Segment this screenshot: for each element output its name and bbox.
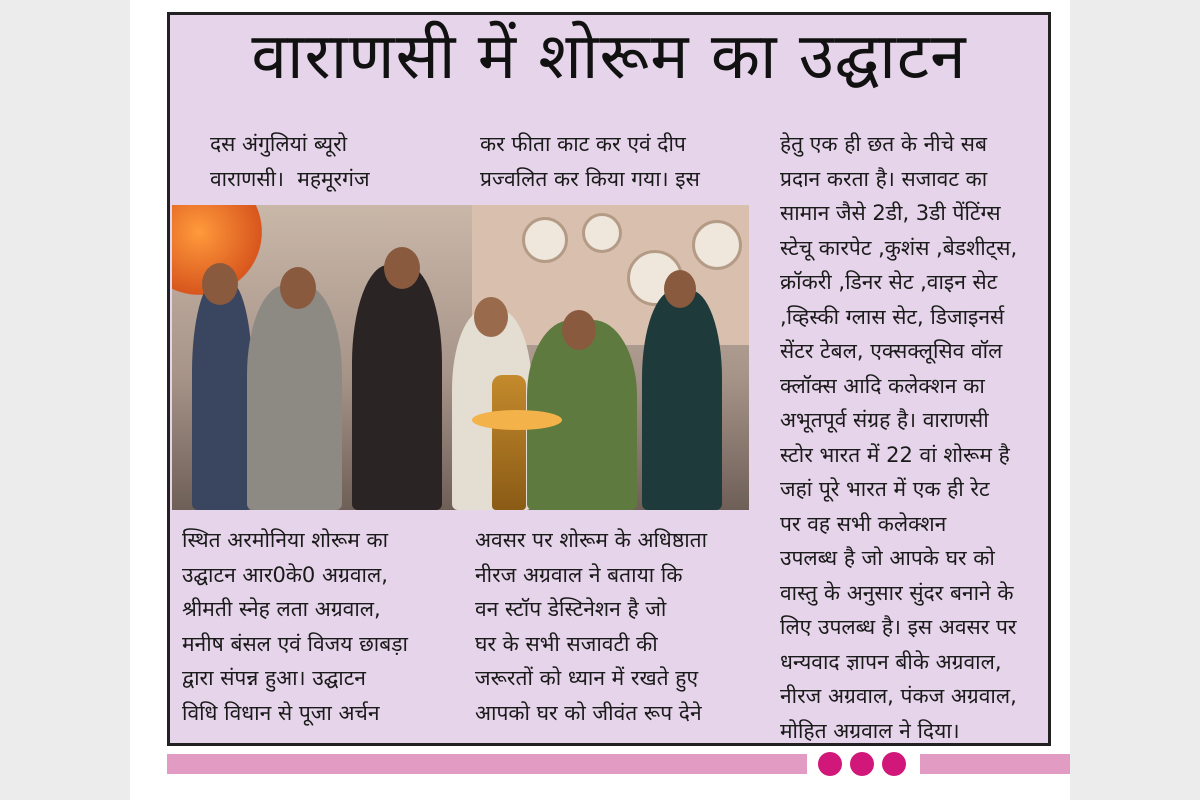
decorative-bar-right	[920, 754, 1070, 774]
newspaper-clipping	[167, 12, 1051, 746]
person-figure	[192, 280, 252, 510]
column-2-bottom-text: अवसर पर शोरूम के अधिष्ठाता नीरज अग्रवाल ने बताया कि वन स्टॉप डेस्टिनेशन है जो घर के सभी सजावटी की जरूरतों को ध्यान में रखते हुए आपको घर को जीवंत रूप देने	[475, 528, 708, 725]
column-1-top-text: दस अंगुलियां ब्यूरो वाराणसी। महमूरगंज	[210, 132, 370, 191]
decorative-dot	[882, 752, 906, 776]
headline: वाराणसी में शोरूम का उद्घाटन	[251, 20, 967, 94]
oil-lamp	[492, 375, 526, 510]
person-figure	[247, 285, 342, 510]
column-1-bottom-text: स्थित अरमोनिया शोरूम का उद्घाटन आर0के0 अग्रवाल, श्रीमती स्नेह लता अग्रवाल, मनीष बंसल एवं विजय छाबड़ा द्वारा संपन्न हुआ। उद्घाटन विधि विधान से पूजा अर्चन	[182, 528, 408, 725]
decorative-bar-left	[167, 754, 807, 774]
decorative-dot	[818, 752, 842, 776]
person-figure	[352, 265, 442, 510]
person-figure	[642, 290, 722, 510]
column-2-top-text: कर फीता काट कर एवं दीप प्रज्वलित कर किया गया। इस	[480, 132, 700, 191]
wall-clock-decor	[692, 220, 742, 270]
wall-clock-decor	[522, 217, 568, 263]
decorative-dot	[850, 752, 874, 776]
wall-clock-decor	[582, 213, 622, 253]
news-photo	[172, 205, 749, 510]
column-3-text: हेतु एक ही छत के नीचे सब प्रदान करता है। सजावट का सामान जैसे 2डी, 3डी पेंटिंग्स स्टेचू कारपेट ,कुशंस ,बेडशीट्स, क्रॉकरी ,डिनर सेट ,वाइन सेट ,व्हिस्की ग्लास सेट, डिजाइनर्स सेंटर टेबल, एक्सक्लूसिव वॉल क्लॉक्स आदि कलेक्शन का अभूतपूर्व संग्रह है। वाराणसी स्टोर भारत में 22 वां शोरूम है जहां पूरे भारत में एक ही रेट पर वह सभी कलेक्शन उपलब्ध है जो आपके घर को वास्तु के अनुसार सुंदर बनाने के लिए उपलब्ध है। इस अवसर पर धन्यवाद ज्ञापन बीके अग्रवाल, नीरज अग्रवाल, पंकज अग्रवाल, मोहित अग्रवाल ने दिया।	[780, 132, 1018, 743]
